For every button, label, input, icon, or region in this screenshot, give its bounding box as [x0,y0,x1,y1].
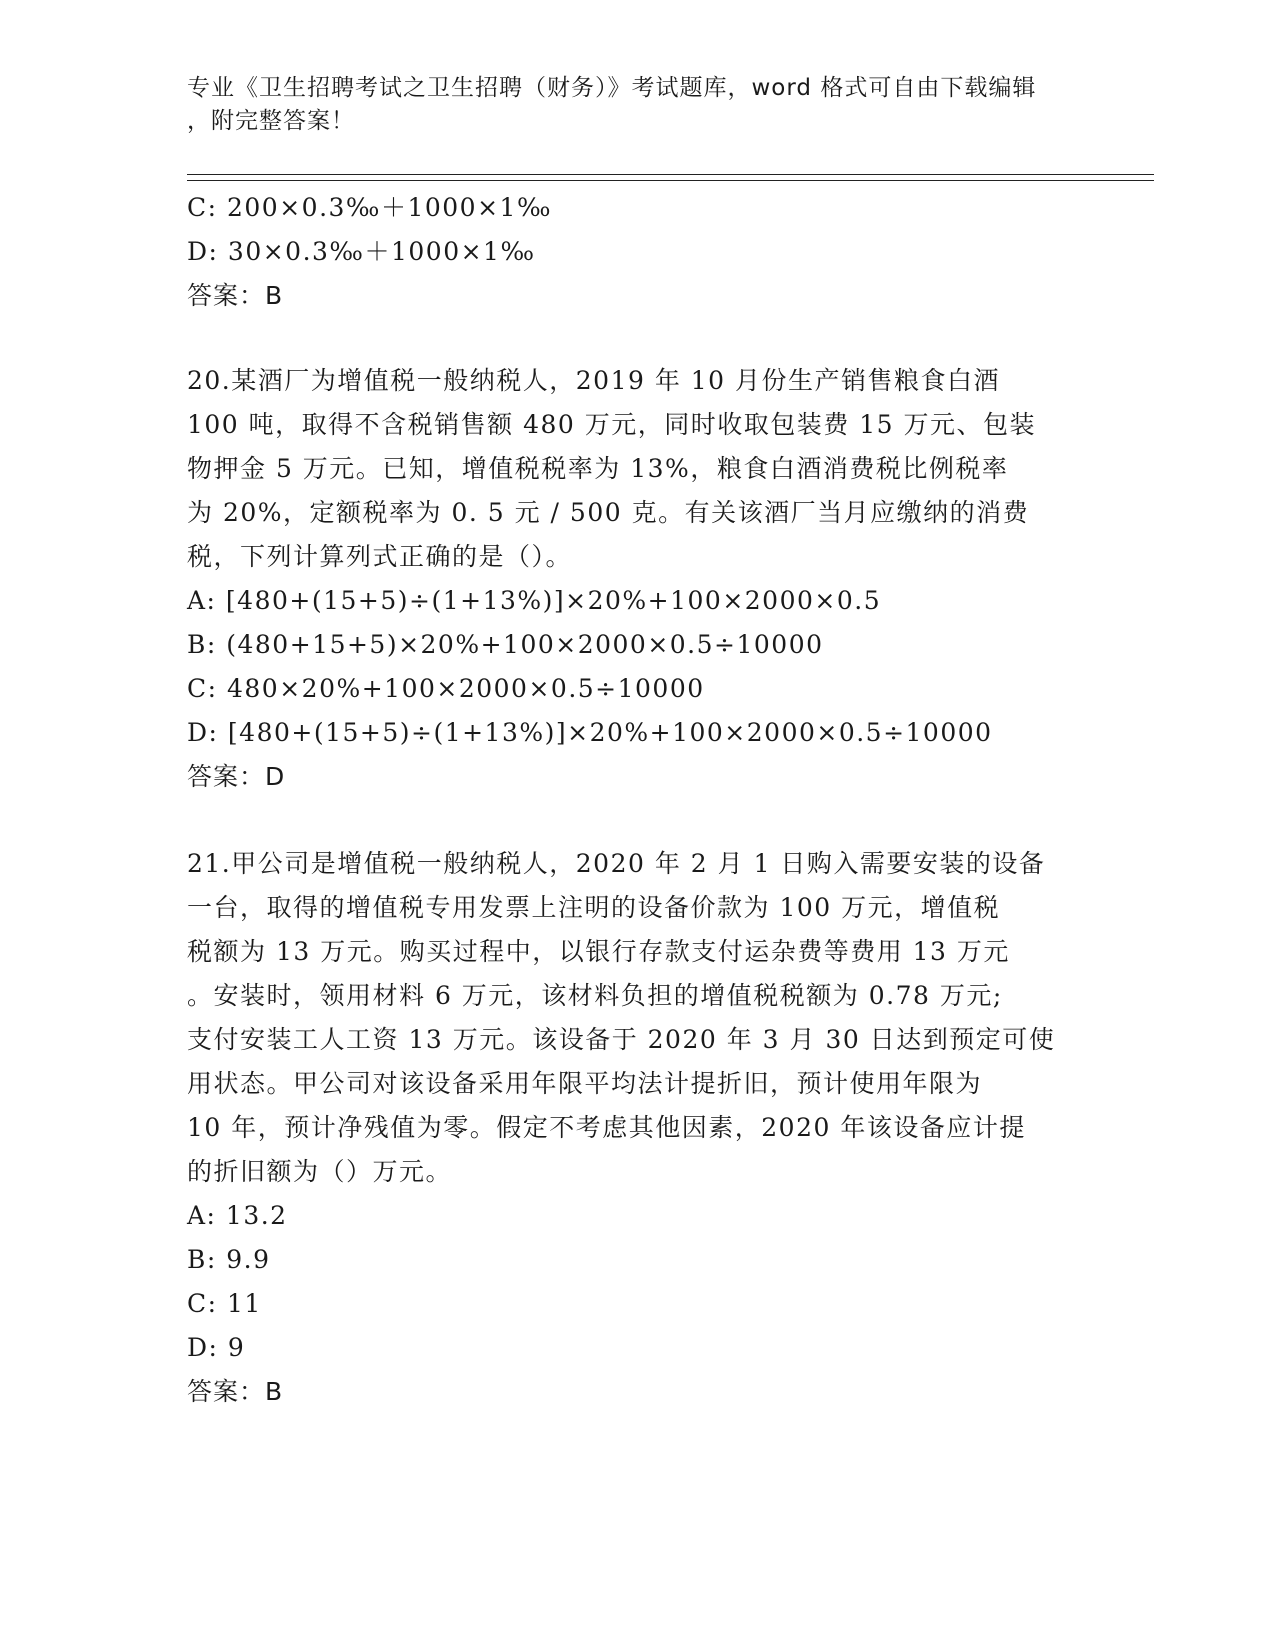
q20-option-a: A: [480+(15+5)÷(1+13%)]×20%+100×2000×0.5 [187,586,882,615]
q19-answer: 答案：B [187,281,284,310]
q19-option-c: C: 200×0.3‰＋1000×1‰ [187,193,552,222]
q21-stem-line: 用状态。甲公司对该设备采用年限平均法计提折旧，预计使用年限为 [187,1069,983,1098]
header-title-line-1: 专业《卫生招聘考试之卫生招聘（财务）》考试题库，word 格式可自由下载编辑 [187,75,1037,101]
header-title-line-2: ，附完整答案！ [187,108,355,134]
q20-option-c: C: 480×20%+100×2000×0.5÷10000 [187,674,705,703]
q21-option-a: A: 13.2 [187,1201,288,1230]
q21-option-d: D: 9 [187,1333,246,1362]
header-divider-top [187,174,1154,175]
q21-stem-line: 10 年，预计净残值为零。假定不考虑其他因素，2020 年该设备应计提 [187,1113,1026,1142]
q20-stem-line: 为 20%，定额税率为 0. 5 元 / 500 克。有关该酒厂当月应缴纳的消费 [187,498,1030,527]
q21-stem-line: 税额为 13 万元。购买过程中，以银行存款支付运杂费等费用 13 万元 [187,937,1010,966]
q20-answer: 答案：D [187,762,286,791]
q21-stem-line: 的折旧额为（）万元。 [187,1157,453,1186]
q21-option-c: C: 11 [187,1289,262,1318]
q21-stem-line: 。安装时，领用材料 6 万元，该材料负担的增值税税额为 0.78 万元; [187,981,1003,1010]
q21-stem-line: 支付安装工人工资 13 万元。该设备于 2020 年 3 月 30 日达到预定可使 [187,1025,1056,1054]
q21-option-b: B: 9.9 [187,1245,271,1274]
q20-option-d: D: [480+(15+5)÷(1+13%)]×20%+100×2000×0.5÷10000 [187,718,993,747]
q20-option-b: B: (480+15+5)×20%+100×2000×0.5÷10000 [187,630,824,659]
q20-stem-line: 20.某酒厂为增值税一般纳税人，2019 年 10 月份生产销售粮食白酒 [187,366,1001,395]
q20-stem-line: 100 吨，取得不含税销售额 480 万元，同时收取包装费 15 万元、包装 [187,410,1036,439]
document-header [187,72,1067,138]
q19-option-d: D: 30×0.3‰＋1000×1‰ [187,237,536,266]
q20-stem-line: 税，下列计算列式正确的是（）。 [187,542,573,571]
q20-stem-line: 物押金 5 万元。已知，增值税税率为 13%，粮食白酒消费税比例税率 [187,454,1009,483]
q21-answer: 答案：B [187,1377,284,1406]
q21-stem-line: 21.甲公司是增值税一般纳税人，2020 年 2 月 1 日购入需要安装的设备 [187,849,1046,878]
q21-stem-line: 一台，取得的增值税专用发票上注明的设备价款为 100 万元，增值税 [187,893,1001,922]
header-divider-bottom [187,180,1154,181]
